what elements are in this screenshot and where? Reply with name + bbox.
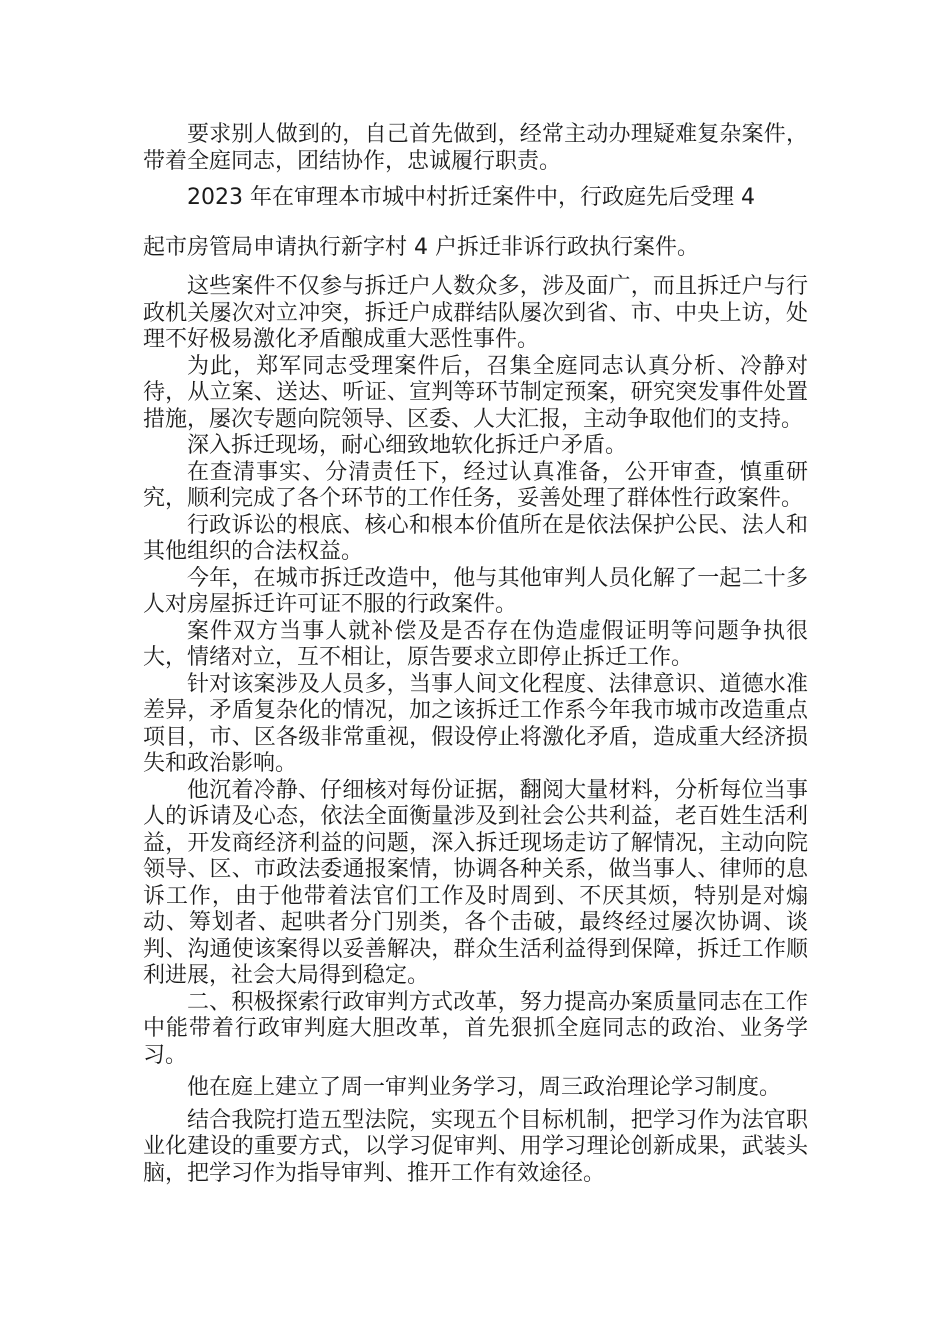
- paragraph: 这些案件不仅参与拆迁户人数众多，涉及面广，而且拆迁户与行政机关屡次对立冲突，拆迁户成群结队屡次到省、市、中央上访，处理不好极易激化矛盾酿成重大恶性事件。: [143, 274, 808, 352]
- paragraph-case-start: [143, 185, 808, 212]
- paragraph: 今年，在城市拆迁改造中，他与其他审判人员化解了一起二十多人对房屋拆迁许可证不服的行政案件。: [143, 565, 808, 617]
- main-body: [143, 274, 808, 1187]
- paragraph-case-continued: [143, 235, 808, 262]
- paragraph: 二、积极探索行政审判方式改革，努力提高办案质量同志在工作中能带着行政审判庭大胆改革，首先狠抓全庭同志的政治、业务学习。: [143, 989, 808, 1068]
- paragraph: 深入拆迁现场，耐心细致地软化拆迁户矛盾。: [187, 433, 628, 458]
- paragraph: 他沉着冷静、仔细核对每份证据，翻阅大量材料，分析每位当事人的诉请及心态，依法全面衡量涉及到社会公共利益，老百姓生活利益，开发商经济利益的问题，深入拆迁现场走访了解情况，主动向院领导、区、市政法委通报案情，协调各种关系，做当事人、律师的息诉工作，由于他带着法官们工作及时周到、不厌其烦，特别是对煽动、筹划者、起哄者分门别类，各个击破，最终经过屡次协调、谈判、沟通使该案得以妥善解决，群众生活利益得到保障，拆迁工作顺利进展，社会大局得到稳定。: [143, 777, 808, 988]
- paragraph: 为此，郑军同志受理案件后，召集全庭同志认真分析、冷静对待，从立案、送达、听证、宣判等环节制定预案，研究突发事件处置措施，屡次专题向院领导、区委、人大汇报，主动争取他们的支持。: [143, 353, 808, 432]
- paragraph: 结合我院打造五型法院，实现五个目标机制，把学习作为法官职业化建设的重要方式，以学习促审判、用学习理论创新成果，武装头脑，把学习作为指导审判、推开工作有效途径。: [143, 1107, 808, 1186]
- paragraph: 行政诉讼的根底、核心和根本价值所在是依法保护公民、法人和其他组织的合法权益。: [143, 512, 808, 564]
- paragraph: 他在庭上建立了周一审判业务学习，周三政治理论学习制度。: [187, 1075, 782, 1100]
- paragraph: 2023 年在审理本市城中村折迁案件中，行政庭先后受理 4: [187, 185, 755, 210]
- paragraph: 起市房管局申请执行新字村 4 户拆迁非诉行政执行案件。: [143, 235, 699, 260]
- paragraph-intro: [143, 122, 808, 175]
- paragraph: 案件双方当事人就补偿及是否存在伪造虚假证明等问题争执很大，情绪对立，互不相让，原告要求立即停止拆迁工作。: [143, 618, 808, 670]
- paragraph: 在查清事实、分清责任下，经过认真准备，公开审查，慎重研究，顺利完成了各个环节的工作任务，妥善处理了群体性行政案件。: [143, 459, 808, 511]
- paragraph: 要求别人做到的，自己首先做到，经常主动办理疑难复杂案件，带着全庭同志，团结协作，忠诚履行职责。: [143, 122, 808, 174]
- paragraph: 针对该案涉及人员多，当事人间文化程度、法律意识、道德水准差异，矛盾复杂化的情况，加之该拆迁工作系今年我市城市改造重点项目，市、区各级非常重视，假设停止将激化矛盾，造成重大经济损失和政治影响。: [143, 671, 808, 776]
